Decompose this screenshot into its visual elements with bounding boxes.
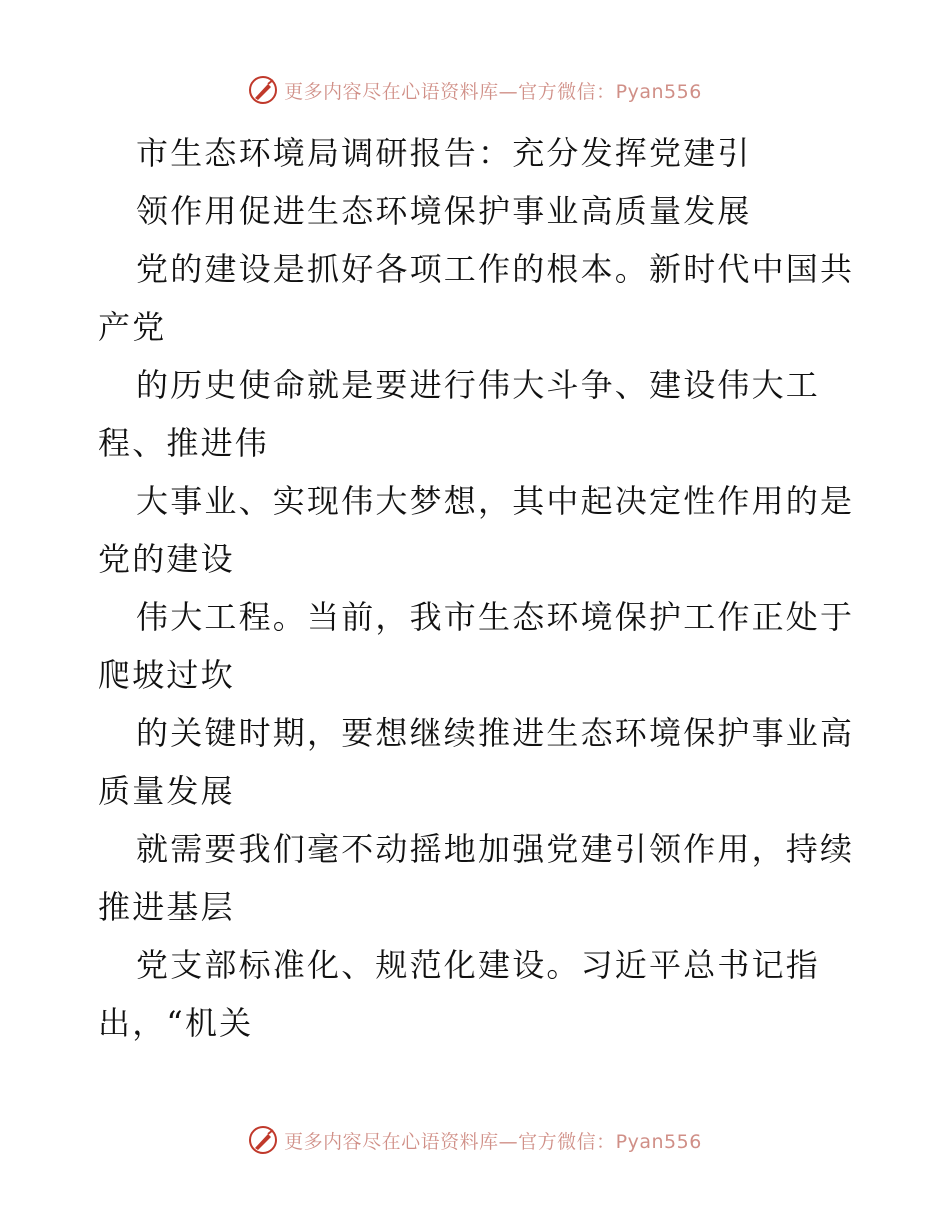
- text-line: 党支部标准化、规范化建设。习近平总书记指: [136, 946, 821, 984]
- text-line: 就需要我们毫不动摇地加强党建引领作用，持续: [136, 830, 855, 868]
- text-line: 的关键时期，要想继续推进生态环境保护事业高: [136, 714, 855, 752]
- text-line: 程、推进伟: [98, 424, 270, 462]
- text-line: 的历史使命就是要进行伟大斗争、建设伟大工: [136, 366, 821, 404]
- text-line: 党的建设是抓好各项工作的根本。新时代中国共: [136, 250, 855, 288]
- footer-watermark: [0, 1120, 950, 1160]
- document-body: [98, 124, 858, 1052]
- text-line: 推进基层: [98, 888, 235, 926]
- text-line: 爬坡过坎: [98, 656, 235, 694]
- text-line: 出，“机关: [98, 1004, 254, 1042]
- quill-pen-logo-icon: [248, 1125, 278, 1155]
- text-line: 质量发展: [98, 772, 235, 810]
- text-line: 市生态环境局调研报告：充分发挥党建引: [136, 134, 752, 172]
- text-line: 大事业、实现伟大梦想，其中起决定性作用的是: [136, 482, 855, 520]
- text-line: 伟大工程。当前，我市生态环境保护工作正处于: [136, 598, 855, 636]
- watermark-text: 更多内容尽在心语资料库—官方微信：Pyan556: [284, 80, 702, 103]
- watermark-text: 更多内容尽在心语资料库—官方微信：Pyan556: [284, 1130, 702, 1153]
- quill-pen-logo-icon: [248, 75, 278, 105]
- text-line: 产党: [98, 308, 167, 346]
- text-line: 党的建设: [98, 540, 235, 578]
- header-watermark: [0, 70, 950, 110]
- text-line: 领作用促进生态环境保护事业高质量发展: [136, 192, 752, 230]
